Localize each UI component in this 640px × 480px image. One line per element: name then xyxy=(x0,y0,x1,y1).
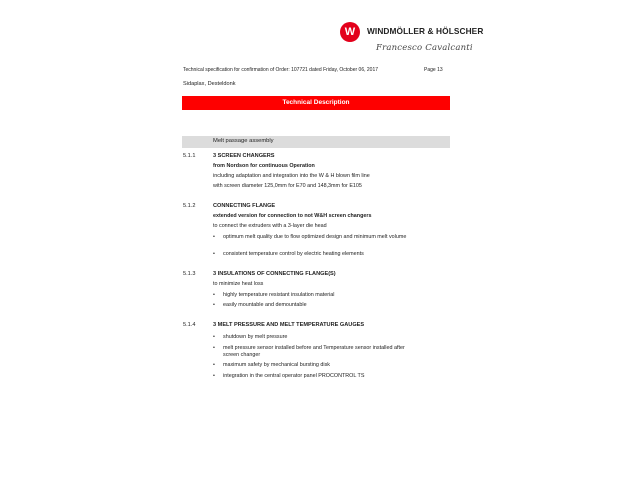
company-name: WINDMÖLLER & HÖLSCHER xyxy=(367,26,484,36)
bullet-icon: • xyxy=(213,362,215,368)
company-logo xyxy=(340,22,484,58)
item-title: 3 SCREEN CHANGERS xyxy=(213,153,275,159)
bullet-icon: • xyxy=(213,234,215,240)
customer-name: Sidaplax, Desteldonk xyxy=(183,81,236,87)
item-line: to minimize heat loss xyxy=(213,281,264,287)
signature: Francesco Cavalcanti xyxy=(376,43,473,53)
page-number: Page 13 xyxy=(424,67,443,73)
bullet-icon: • xyxy=(213,302,215,308)
item-line: to connect the extruders with a 3-layer die head xyxy=(213,223,327,229)
item-number: 5.1.3 xyxy=(183,271,196,277)
item-title: CONNECTING FLANGE xyxy=(213,203,276,209)
item-number: 5.1.2 xyxy=(183,203,196,209)
item-line: extended version for connection to not W&H screen changers xyxy=(213,213,372,219)
item-number: 5.1.1 xyxy=(183,153,196,159)
item-line: from Nordson for continuous Operation xyxy=(213,163,315,169)
bullet-icon: • xyxy=(213,373,215,379)
section-header xyxy=(182,136,450,148)
spec-header: Technical specification for confirmation of Order: 107721 dated Friday, October 06, 2017 xyxy=(183,67,379,73)
item-title: 3 INSULATIONS OF CONNECTING FLANGE(S) xyxy=(213,271,336,277)
section-title: Melt passage assembly xyxy=(213,138,274,144)
bullet-icon: • xyxy=(213,345,215,351)
logo-mark-icon: W xyxy=(340,22,360,42)
bullet-icon: • xyxy=(213,251,215,257)
item-number: 5.1.4 xyxy=(183,322,196,328)
item-line: including adaptation and integration into the W & H blown film line xyxy=(213,173,370,179)
bullet-icon: • xyxy=(213,292,215,298)
item-title: 3 MELT PRESSURE AND MELT TEMPERATURE GAUGES xyxy=(213,322,365,328)
item-line: with screen diameter 125,0mm for E70 and 148,3mm for E105 xyxy=(213,183,362,189)
bullet-icon: • xyxy=(213,334,215,340)
section-banner: Technical Description xyxy=(182,96,450,110)
